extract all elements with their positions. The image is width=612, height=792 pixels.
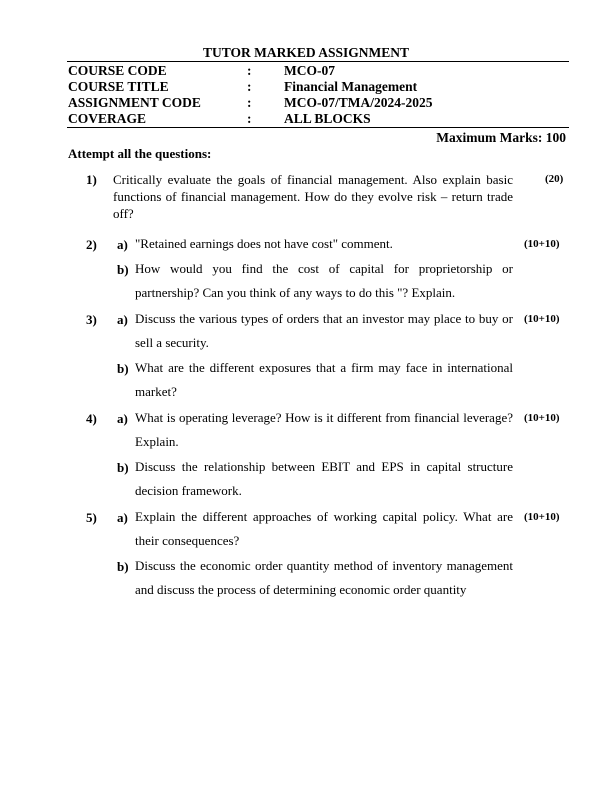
sub-question-text: "Retained earnings does not have cost" comment. xyxy=(135,236,393,251)
info-colon: : xyxy=(247,111,252,126)
question-number: 5) xyxy=(86,510,97,525)
info-value: Financial Management xyxy=(284,79,418,94)
info-colon: : xyxy=(247,95,252,110)
info-value: MCO-07 xyxy=(284,63,335,78)
sub-question-text: What are the different exposures that a firm may face in international market? xyxy=(135,360,513,399)
sub-question-label: b) xyxy=(117,460,129,475)
info-row-course-code xyxy=(68,63,568,79)
question-number: 3) xyxy=(86,312,97,327)
question-text: Critically evaluate the goals of financial management. Also explain basic functions of financial management. How do they evolve risk – return trade off? xyxy=(113,172,513,221)
max-marks: Maximum Marks: 100 xyxy=(436,130,566,145)
info-key: COURSE TITLE xyxy=(68,79,169,94)
question-marks: (10+10) xyxy=(524,511,560,523)
info-value: MCO-07/TMA/2024-2025 xyxy=(284,95,433,110)
sub-question-text: Discuss the various types of orders that an investor may place to buy or sell a security. xyxy=(135,311,513,350)
info-row-coverage xyxy=(68,111,568,127)
question-marks: (10+10) xyxy=(524,412,560,424)
info-row-course-title xyxy=(68,79,568,95)
question-number: 1) xyxy=(86,172,97,187)
question-marks: (10+10) xyxy=(524,313,560,325)
sub-question-text: Explain the different approaches of working capital policy. What are their consequences? xyxy=(135,509,513,548)
question-marks: (10+10) xyxy=(524,238,560,250)
sub-question-label: a) xyxy=(117,312,128,327)
sub-question-text: Discuss the economic order quantity method of inventory management and discuss the process of determining economic order quantity xyxy=(135,558,513,597)
sub-question-label: a) xyxy=(117,237,128,252)
sub-question-label: b) xyxy=(117,262,129,277)
sub-question-text: How would you find the cost of capital for proprietorship or partnership? Can you think of any ways to do this "? Explain. xyxy=(135,261,513,300)
sub-question-text: Discuss the relationship between EBIT and EPS in capital structure decision framework. xyxy=(135,459,513,498)
sub-question-label: a) xyxy=(117,510,128,525)
sub-question-label: b) xyxy=(117,361,129,376)
info-key: COVERAGE xyxy=(68,111,147,126)
sub-question-label: b) xyxy=(117,559,129,574)
info-row-assignment-code xyxy=(68,95,568,111)
info-colon: : xyxy=(247,79,252,94)
sub-question-label: a) xyxy=(117,411,128,426)
instruction-text: Attempt all the questions: xyxy=(68,146,212,161)
question-number: 4) xyxy=(86,411,97,426)
header-rule-bottom xyxy=(67,127,569,128)
info-colon: : xyxy=(247,63,252,78)
info-key: COURSE CODE xyxy=(68,63,167,78)
sub-question-text: What is operating leverage? How is it different from financial leverage? Explain. xyxy=(135,410,513,449)
info-value: ALL BLOCKS xyxy=(284,111,371,126)
document-title: TUTOR MARKED ASSIGNMENT xyxy=(202,45,410,60)
header-rule-top xyxy=(67,61,569,62)
question-number: 2) xyxy=(86,237,97,252)
question-marks: (20) xyxy=(545,173,564,185)
info-key: ASSIGNMENT CODE xyxy=(68,95,201,110)
